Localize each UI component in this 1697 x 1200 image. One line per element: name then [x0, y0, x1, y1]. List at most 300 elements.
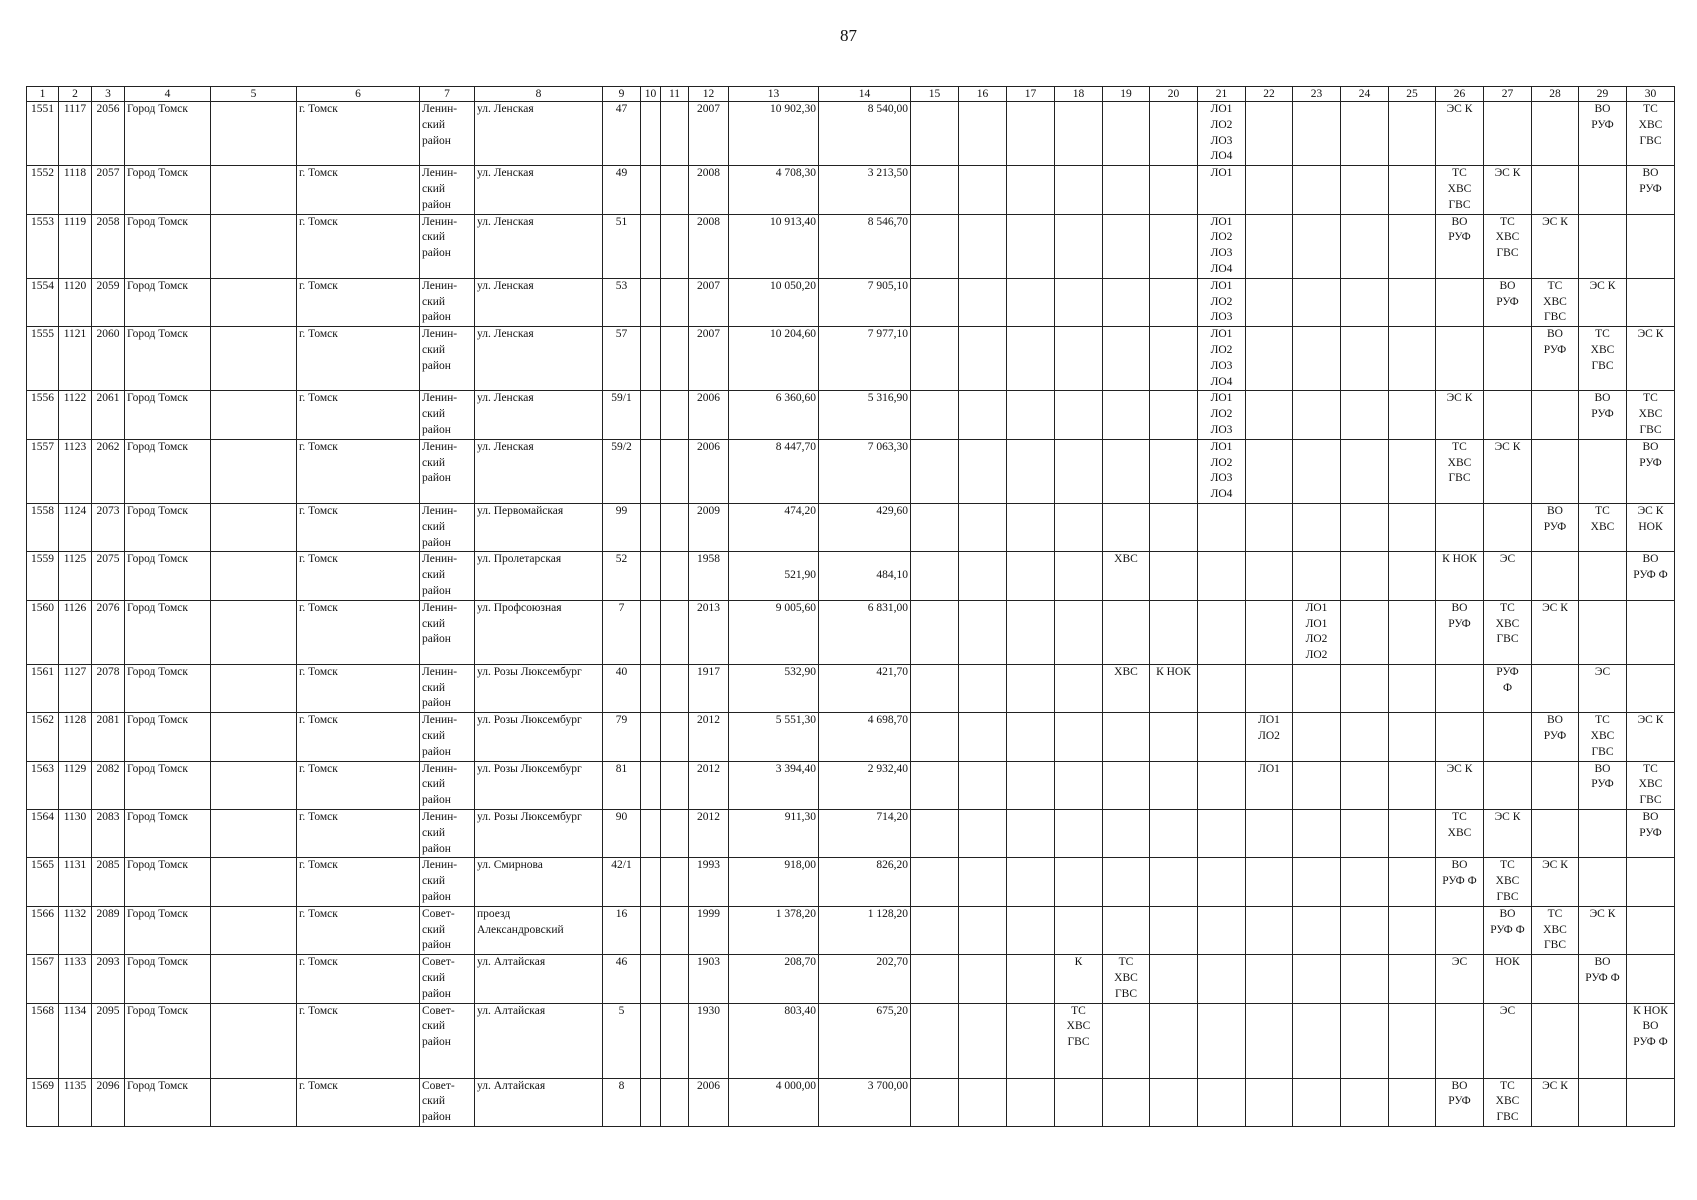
table-cell-col-4: Город Томск — [125, 906, 211, 954]
table-cell-col-26: ВО РУФ Ф — [1436, 858, 1484, 906]
column-header-29: 29 — [1579, 87, 1627, 102]
table-cell-col-26 — [1436, 906, 1484, 954]
table-cell-col-28 — [1532, 391, 1579, 439]
table-cell-col-4: Город Томск — [125, 503, 211, 551]
header-row — [27, 87, 1675, 102]
table-cell-col-17 — [1007, 439, 1055, 503]
table-cell-col-18 — [1055, 761, 1103, 809]
table-cell-col-29: ЭС К — [1579, 906, 1627, 954]
table-cell-col-15 — [911, 1003, 959, 1078]
table-cell-col-4: Город Томск — [125, 810, 211, 858]
table-cell-col-18 — [1055, 600, 1103, 664]
table-cell-col-18 — [1055, 214, 1103, 278]
table-cell-col-2: 1125 — [59, 552, 92, 600]
table-cell-col-23: ЛО1 ЛО1 ЛО2 ЛО2 — [1293, 600, 1341, 664]
table-cell-col-23 — [1293, 810, 1341, 858]
table-cell-col-20 — [1150, 810, 1198, 858]
table-cell-col-4: Город Томск — [125, 761, 211, 809]
table-cell-col-21 — [1198, 600, 1246, 664]
table-cell-col-16 — [959, 761, 1007, 809]
table-cell-col-24 — [1341, 955, 1389, 1003]
table-cell-col-6: г. Томск — [297, 391, 420, 439]
table-cell-col-10 — [641, 600, 661, 664]
table-cell-col-24 — [1341, 327, 1389, 391]
table-cell-col-2: 1122 — [59, 391, 92, 439]
table-cell-col-12: 2008 — [689, 214, 729, 278]
table-row — [27, 552, 1675, 600]
table-cell-col-23 — [1293, 858, 1341, 906]
table-cell-col-18 — [1055, 278, 1103, 326]
table-cell-col-28: ЭС К — [1532, 600, 1579, 664]
table-cell-col-7: Ленин- ский район — [420, 439, 475, 503]
table-cell-col-21: ЛО1 ЛО2 ЛО3 — [1198, 278, 1246, 326]
table-cell-col-13: 8 447,70 — [729, 439, 819, 503]
table-row — [27, 810, 1675, 858]
table-cell-col-1: 1556 — [27, 391, 59, 439]
table-cell-col-2: 1127 — [59, 664, 92, 712]
table-cell-col-6: г. Томск — [297, 955, 420, 1003]
table-cell-col-29 — [1579, 810, 1627, 858]
table-cell-col-4: Город Томск — [125, 1078, 211, 1126]
table-cell-col-10 — [641, 102, 661, 166]
table-cell-col-4: Город Томск — [125, 552, 211, 600]
table-cell-col-18 — [1055, 327, 1103, 391]
table-cell-col-5 — [211, 713, 297, 761]
table-cell-col-26: ЭС К — [1436, 102, 1484, 166]
table-cell-col-19 — [1103, 858, 1150, 906]
table-cell-col-2: 1135 — [59, 1078, 92, 1126]
table-cell-col-7: Ленин- ский район — [420, 214, 475, 278]
table-cell-col-29 — [1579, 166, 1627, 214]
table-row — [27, 439, 1675, 503]
table-cell-col-9: 99 — [603, 503, 641, 551]
table-cell-col-20 — [1150, 1078, 1198, 1126]
table-cell-col-23 — [1293, 327, 1341, 391]
table-row — [27, 391, 1675, 439]
table-cell-col-10 — [641, 906, 661, 954]
table-cell-col-30: ВО РУФ Ф — [1627, 552, 1675, 600]
table-cell-col-16 — [959, 552, 1007, 600]
table-cell-col-18: ТС ХВС ГВС — [1055, 1003, 1103, 1078]
table-cell-col-25 — [1389, 810, 1436, 858]
table-cell-col-27: ТС ХВС ГВС — [1484, 214, 1532, 278]
table-cell-col-17 — [1007, 761, 1055, 809]
table-cell-col-19 — [1103, 278, 1150, 326]
table-row — [27, 1078, 1675, 1126]
table-cell-col-15 — [911, 214, 959, 278]
column-header-2: 2 — [59, 87, 92, 102]
table-cell-col-15 — [911, 166, 959, 214]
table-cell-col-9: 46 — [603, 955, 641, 1003]
table-row — [27, 278, 1675, 326]
table-cell-col-27: ЭС — [1484, 1003, 1532, 1078]
table-cell-col-8: ул. Ленская — [475, 391, 603, 439]
table-cell-col-25 — [1389, 1003, 1436, 1078]
column-header-16: 16 — [959, 87, 1007, 102]
table-cell-col-14: 3 700,00 — [819, 1078, 911, 1126]
table-cell-col-24 — [1341, 166, 1389, 214]
table-cell-col-4: Город Томск — [125, 327, 211, 391]
table-cell-col-17 — [1007, 858, 1055, 906]
table-cell-col-30: ЭС К — [1627, 713, 1675, 761]
table-cell-col-15 — [911, 713, 959, 761]
table-cell-col-20 — [1150, 600, 1198, 664]
table-cell-col-12: 1958 — [689, 552, 729, 600]
table-cell-col-9: 16 — [603, 906, 641, 954]
table-cell-col-14: 429,60 — [819, 503, 911, 551]
column-header-4: 4 — [125, 87, 211, 102]
table-cell-col-2: 1126 — [59, 600, 92, 664]
table-cell-col-6: г. Томск — [297, 278, 420, 326]
column-header-26: 26 — [1436, 87, 1484, 102]
table-cell-col-29 — [1579, 439, 1627, 503]
table-cell-col-3: 2082 — [92, 761, 125, 809]
table-cell-col-4: Город Томск — [125, 664, 211, 712]
table-cell-col-23 — [1293, 503, 1341, 551]
column-header-3: 3 — [92, 87, 125, 102]
table-cell-col-18 — [1055, 166, 1103, 214]
table-cell-col-2: 1119 — [59, 214, 92, 278]
table-cell-col-25 — [1389, 214, 1436, 278]
table-cell-col-30 — [1627, 906, 1675, 954]
table-cell-col-20 — [1150, 713, 1198, 761]
table-cell-col-11 — [661, 810, 689, 858]
table-cell-col-30 — [1627, 278, 1675, 326]
column-header-19: 19 — [1103, 87, 1150, 102]
table-cell-col-20 — [1150, 503, 1198, 551]
table-cell-col-21: ЛО1 ЛО2 ЛО3 ЛО4 — [1198, 327, 1246, 391]
table-cell-col-26: ЭС К — [1436, 761, 1484, 809]
table-cell-col-6: г. Томск — [297, 810, 420, 858]
table-cell-col-20 — [1150, 761, 1198, 809]
table-cell-col-20 — [1150, 391, 1198, 439]
table-cell-col-4: Город Томск — [125, 1003, 211, 1078]
table-cell-col-11 — [661, 214, 689, 278]
column-header-25: 25 — [1389, 87, 1436, 102]
table-cell-col-7: Совет- ский район — [420, 1003, 475, 1078]
table-cell-col-1: 1562 — [27, 713, 59, 761]
table-cell-col-13: 5 551,30 — [729, 713, 819, 761]
table-cell-col-17 — [1007, 102, 1055, 166]
table-cell-col-1: 1552 — [27, 166, 59, 214]
table-cell-col-25 — [1389, 713, 1436, 761]
table-cell-col-7: Совет- ский район — [420, 955, 475, 1003]
table-cell-col-26: ВО РУФ — [1436, 600, 1484, 664]
table-row — [27, 102, 1675, 166]
table-cell-col-22 — [1246, 439, 1293, 503]
column-header-14: 14 — [819, 87, 911, 102]
table-cell-col-9: 59/2 — [603, 439, 641, 503]
table-cell-col-26: К НОК — [1436, 552, 1484, 600]
table-cell-col-8: ул. Ленская — [475, 439, 603, 503]
column-header-5: 5 — [211, 87, 297, 102]
table-cell-col-15 — [911, 278, 959, 326]
table-cell-col-7: Совет- ский район — [420, 906, 475, 954]
table-cell-col-13: 9 005,60 — [729, 600, 819, 664]
table-cell-col-10 — [641, 955, 661, 1003]
table-cell-col-22 — [1246, 503, 1293, 551]
table-cell-col-10 — [641, 858, 661, 906]
table-cell-col-28: ВО РУФ — [1532, 713, 1579, 761]
table-cell-col-22 — [1246, 278, 1293, 326]
table-cell-col-21 — [1198, 810, 1246, 858]
table-cell-col-18 — [1055, 552, 1103, 600]
table-cell-col-29: ТС ХВС ГВС — [1579, 327, 1627, 391]
table-cell-col-9: 57 — [603, 327, 641, 391]
table-cell-col-24 — [1341, 761, 1389, 809]
table-cell-col-9: 52 — [603, 552, 641, 600]
table-cell-col-23 — [1293, 664, 1341, 712]
table-cell-col-4: Город Томск — [125, 391, 211, 439]
table-cell-col-9: 49 — [603, 166, 641, 214]
table-cell-col-11 — [661, 503, 689, 551]
table-cell-col-21 — [1198, 664, 1246, 712]
table-cell-col-17 — [1007, 1003, 1055, 1078]
table-cell-col-25 — [1389, 166, 1436, 214]
table-cell-col-5 — [211, 503, 297, 551]
table-cell-col-16 — [959, 955, 1007, 1003]
column-header-11: 11 — [661, 87, 689, 102]
table-cell-col-18 — [1055, 664, 1103, 712]
table-cell-col-6: г. Томск — [297, 552, 420, 600]
table-cell-col-2: 1123 — [59, 439, 92, 503]
column-header-1: 1 — [27, 87, 59, 102]
table-cell-col-1: 1567 — [27, 955, 59, 1003]
table-cell-col-29: ВО РУФ Ф — [1579, 955, 1627, 1003]
table-cell-col-2: 1130 — [59, 810, 92, 858]
table-cell-col-15 — [911, 552, 959, 600]
table-cell-col-26 — [1436, 503, 1484, 551]
table-cell-col-7: Ленин- ский район — [420, 713, 475, 761]
table-cell-col-29 — [1579, 1003, 1627, 1078]
table-cell-col-2: 1117 — [59, 102, 92, 166]
table-cell-col-24 — [1341, 1078, 1389, 1126]
table-cell-col-1: 1565 — [27, 858, 59, 906]
table-cell-col-10 — [641, 391, 661, 439]
table-cell-col-18 — [1055, 503, 1103, 551]
table-row — [27, 858, 1675, 906]
table-cell-col-25 — [1389, 391, 1436, 439]
table-cell-col-12: 1999 — [689, 906, 729, 954]
table-cell-col-6: г. Томск — [297, 600, 420, 664]
table-cell-col-21 — [1198, 1078, 1246, 1126]
table-cell-col-14: 8 546,70 — [819, 214, 911, 278]
table-cell-col-19 — [1103, 761, 1150, 809]
table-cell-col-17 — [1007, 278, 1055, 326]
table-row — [27, 214, 1675, 278]
table-cell-col-1: 1557 — [27, 439, 59, 503]
table-cell-col-14: 5 316,90 — [819, 391, 911, 439]
table-cell-col-5 — [211, 327, 297, 391]
table-cell-col-10 — [641, 214, 661, 278]
table-cell-col-27 — [1484, 713, 1532, 761]
table-cell-col-13: 6 360,60 — [729, 391, 819, 439]
table-cell-col-1: 1559 — [27, 552, 59, 600]
table-cell-col-19 — [1103, 102, 1150, 166]
table-cell-col-18 — [1055, 858, 1103, 906]
table-cell-col-25 — [1389, 327, 1436, 391]
table-cell-col-16 — [959, 713, 1007, 761]
table-cell-col-24 — [1341, 503, 1389, 551]
table-cell-col-21: ЛО1 ЛО2 ЛО3 ЛО4 — [1198, 214, 1246, 278]
table-cell-col-23 — [1293, 906, 1341, 954]
table-cell-col-20 — [1150, 858, 1198, 906]
table-cell-col-14: 4 698,70 — [819, 713, 911, 761]
table-cell-col-28: ТС ХВС ГВС — [1532, 906, 1579, 954]
table-cell-col-20 — [1150, 906, 1198, 954]
table-cell-col-16 — [959, 102, 1007, 166]
table-cell-col-3: 2083 — [92, 810, 125, 858]
table-cell-col-13: 474,20 — [729, 503, 819, 551]
table-cell-col-13: 803,40 — [729, 1003, 819, 1078]
table-cell-col-20 — [1150, 278, 1198, 326]
table-cell-col-6: г. Томск — [297, 1078, 420, 1126]
table-cell-col-13: 4 000,00 — [729, 1078, 819, 1126]
table-cell-col-13: 208,70 — [729, 955, 819, 1003]
table-cell-col-1: 1555 — [27, 327, 59, 391]
table-cell-col-4: Город Томск — [125, 214, 211, 278]
table-cell-col-5 — [211, 600, 297, 664]
table-cell-col-28: ВО РУФ — [1532, 503, 1579, 551]
table-cell-col-19 — [1103, 503, 1150, 551]
table-cell-col-14: 2 932,40 — [819, 761, 911, 809]
table-cell-col-9: 5 — [603, 1003, 641, 1078]
table-cell-col-1: 1554 — [27, 278, 59, 326]
table-cell-col-4: Город Томск — [125, 166, 211, 214]
table-cell-col-25 — [1389, 906, 1436, 954]
table-cell-col-26 — [1436, 713, 1484, 761]
table-cell-col-21 — [1198, 552, 1246, 600]
table-cell-col-23 — [1293, 214, 1341, 278]
table-cell-col-5 — [211, 552, 297, 600]
column-header-17: 17 — [1007, 87, 1055, 102]
table-cell-col-28 — [1532, 955, 1579, 1003]
table-cell-col-28 — [1532, 1003, 1579, 1078]
table-cell-col-26: ТС ХВС ГВС — [1436, 439, 1484, 503]
table-cell-col-29: ТС ХВС ГВС — [1579, 713, 1627, 761]
table-cell-col-16 — [959, 278, 1007, 326]
table-cell-col-29 — [1579, 858, 1627, 906]
table-cell-col-11 — [661, 166, 689, 214]
table-cell-col-11 — [661, 955, 689, 1003]
table-cell-col-15 — [911, 955, 959, 1003]
table-cell-col-30 — [1627, 664, 1675, 712]
table-cell-col-15 — [911, 906, 959, 954]
table-cell-col-28 — [1532, 761, 1579, 809]
table-cell-col-15 — [911, 503, 959, 551]
table-cell-col-26: ЭС — [1436, 955, 1484, 1003]
table-cell-col-13: 532,90 — [729, 664, 819, 712]
table-cell-col-11 — [661, 278, 689, 326]
table-cell-col-3: 2095 — [92, 1003, 125, 1078]
table-cell-col-17 — [1007, 955, 1055, 1003]
table-cell-col-17 — [1007, 810, 1055, 858]
table-cell-col-27: ВО РУФ Ф — [1484, 906, 1532, 954]
table-cell-col-19 — [1103, 166, 1150, 214]
table-cell-col-4: Город Томск — [125, 600, 211, 664]
table-cell-col-3: 2081 — [92, 713, 125, 761]
table-cell-col-23 — [1293, 761, 1341, 809]
table-cell-col-24 — [1341, 713, 1389, 761]
table-row — [27, 1003, 1675, 1078]
table-cell-col-14: 7 905,10 — [819, 278, 911, 326]
table-cell-col-29: ВО РУФ — [1579, 761, 1627, 809]
table-cell-col-30: ЭС К НОК — [1627, 503, 1675, 551]
table-cell-col-26 — [1436, 664, 1484, 712]
table-cell-col-23 — [1293, 1003, 1341, 1078]
table-cell-col-15 — [911, 858, 959, 906]
table-cell-col-27: ТС ХВС ГВС — [1484, 1078, 1532, 1126]
table-cell-col-12: 1993 — [689, 858, 729, 906]
table-cell-col-11 — [661, 761, 689, 809]
table-cell-col-3: 2057 — [92, 166, 125, 214]
table-cell-col-6: г. Томск — [297, 214, 420, 278]
table-cell-col-24 — [1341, 810, 1389, 858]
table-cell-col-13: 3 394,40 — [729, 761, 819, 809]
table-cell-col-10 — [641, 810, 661, 858]
table-cell-col-23 — [1293, 1078, 1341, 1126]
table-cell-col-15 — [911, 1078, 959, 1126]
table-row — [27, 327, 1675, 391]
table-cell-col-13: 521,90 — [729, 552, 819, 600]
table-cell-col-30: ВО РУФ — [1627, 810, 1675, 858]
table-cell-col-25 — [1389, 761, 1436, 809]
table-cell-col-24 — [1341, 214, 1389, 278]
table-cell-col-27 — [1484, 102, 1532, 166]
table-cell-col-30: ВО РУФ — [1627, 439, 1675, 503]
table-cell-col-5 — [211, 278, 297, 326]
table-cell-col-13: 10 050,20 — [729, 278, 819, 326]
table-cell-col-27 — [1484, 327, 1532, 391]
table-cell-col-7: Ленин- ский район — [420, 664, 475, 712]
table-cell-col-18 — [1055, 391, 1103, 439]
column-header-30: 30 — [1627, 87, 1675, 102]
table-cell-col-24 — [1341, 906, 1389, 954]
table-cell-col-8: ул. Ленская — [475, 166, 603, 214]
table-cell-col-9: 8 — [603, 1078, 641, 1126]
table-cell-col-6: г. Томск — [297, 102, 420, 166]
table-cell-col-13: 1 378,20 — [729, 906, 819, 954]
table-cell-col-22 — [1246, 1003, 1293, 1078]
column-header-21: 21 — [1198, 87, 1246, 102]
table-row — [27, 906, 1675, 954]
table-cell-col-7: Совет- ский район — [420, 1078, 475, 1126]
table-cell-col-12: 1930 — [689, 1003, 729, 1078]
table-cell-col-8: ул. Ленская — [475, 278, 603, 326]
table-cell-col-12: 2007 — [689, 278, 729, 326]
table-cell-col-8: ул. Алтайская — [475, 1003, 603, 1078]
table-row — [27, 713, 1675, 761]
table-cell-col-11 — [661, 664, 689, 712]
table-cell-col-24 — [1341, 278, 1389, 326]
table-cell-col-18 — [1055, 1078, 1103, 1126]
table-cell-col-19 — [1103, 1003, 1150, 1078]
table-cell-col-23 — [1293, 278, 1341, 326]
table-cell-col-13: 911,30 — [729, 810, 819, 858]
table-cell-col-17 — [1007, 713, 1055, 761]
table-cell-col-7: Ленин- ский район — [420, 761, 475, 809]
register-table — [26, 86, 1675, 1127]
table-cell-col-29 — [1579, 214, 1627, 278]
table-cell-col-29: ЭС К — [1579, 278, 1627, 326]
table-cell-col-19 — [1103, 327, 1150, 391]
table-cell-col-10 — [641, 278, 661, 326]
table-cell-col-25 — [1389, 955, 1436, 1003]
table-cell-col-24 — [1341, 552, 1389, 600]
table-cell-col-20 — [1150, 552, 1198, 600]
table-cell-col-28 — [1532, 810, 1579, 858]
table-cell-col-29: ЭС — [1579, 664, 1627, 712]
